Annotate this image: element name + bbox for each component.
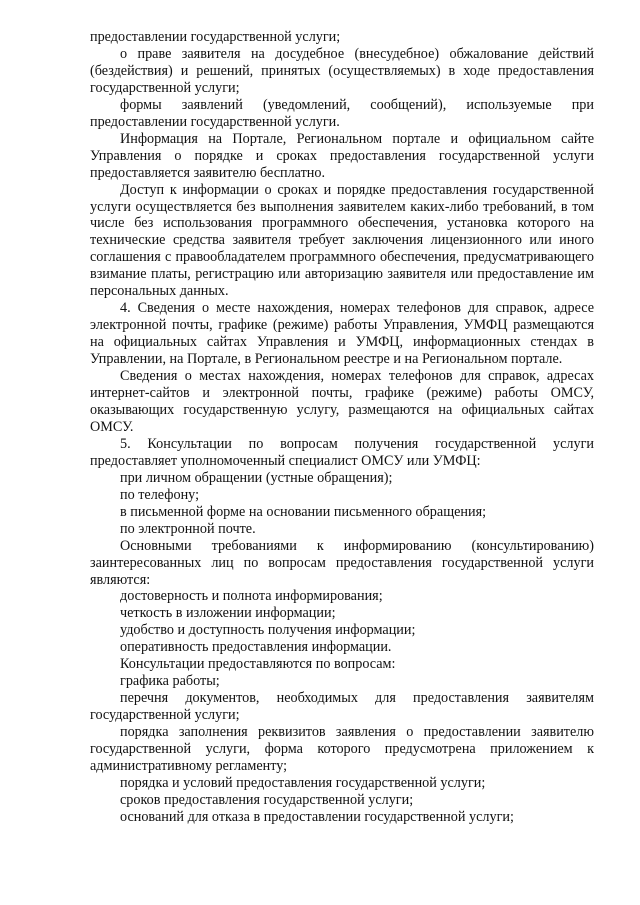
list-item-convenience: удобство и доступность получения информации; (120, 622, 416, 639)
list-item-form-filling: порядка заполнения реквизитов заявления о предоставлении заявителю государственной услуги, форма которого предусмотрена приложением к административному регламенту; (90, 724, 594, 774)
paragraph-continuation: предоставлении государственной услуги; (90, 29, 341, 45)
list-item-clarity: четкость в изложении информации; (120, 605, 336, 622)
document-page (90, 29, 594, 826)
paragraph-portal-info-free: Информация на Портале, Региональном портале и официальном сайте Управления о порядке и сроках предоставления государственной услуги предоставляется заявителю бесплатно. (90, 130, 594, 181)
paragraph-application-forms: формы заявлений (уведомлений, сообщений), используемые при предоставлении государственной услуги. (90, 96, 594, 130)
paragraph-appeal-right: о праве заявителя на досудебное (внесудебное) обжалование действий (бездействия) и решений, принятых (осуществляемых) в ходе предоставления государственной услуги; (90, 45, 594, 96)
list-item-email: по электронной почте. (120, 520, 256, 537)
paragraph-item-5-consultations: 5. Консультации по вопросам получения государственной услуги предоставляет уполномоченный специалист ОМСУ или УМФЦ: (90, 435, 594, 469)
list-item-written: в письменной форме на основании письменного обращения; (120, 503, 487, 520)
paragraph-item-4-contacts: 4. Сведения о месте нахождения, номерах телефонов для справок, адресе электронной почты, графике (режиме) работы Управления, УМФЦ размещаются на официальных сайтах Управления и УМФЦ, информационных стендах в Управлении, на Портале, в Региональном реестре и на Региональном портале. (90, 300, 594, 368)
list-item-procedure: порядка и условий предоставления государственной услуги; (120, 774, 486, 791)
list-item-refusal-grounds: оснований для отказа в предоставлении государственной услуги; (120, 808, 514, 825)
list-item-documents: перечня документов, необходимых для предоставления заявителям государственной услуги; (90, 690, 594, 724)
list-item-terms: сроков предоставления государственной услуги; (120, 791, 414, 808)
paragraph-consultation-topics: Консультации предоставляются по вопросам: (120, 656, 396, 673)
list-item-promptness: оперативность предоставления информации. (120, 639, 392, 656)
list-item-in-person: при личном обращении (устные обращения); (120, 469, 393, 486)
list-item-reliability: достоверность и полнота информирования; (120, 588, 383, 605)
list-item-schedule: графика работы; (120, 673, 220, 690)
paragraph-requirements-intro: Основными требованиями к информированию (консультированию) заинтересованных лиц по вопросам предоставления государственной услуги являются: (90, 537, 594, 588)
paragraph-omsu-contacts: Сведения о местах нахождения, номерах телефонов для справок, адресах интернет-сайтов и электронной почты, графике (режиме) работы ОМСУ, оказывающих государственную услугу, размещаются на официальных сайтах ОМСУ. (90, 368, 594, 435)
list-item-phone: по телефону; (120, 486, 200, 503)
paragraph-access-without-requirements: Доступ к информации о сроках и порядке предоставления государственной услуги осуществляется без выполнения заявителем каких-либо требований, в том числе без использования программного обеспечения, установка которого на технические средства заявителя требует заключения лицензионного или иного соглашения с правообладателем программного обеспечения, предусматривающего взимание платы, регистрацию или авторизацию заявителя или предоставление им персональных данных. (90, 181, 594, 300)
